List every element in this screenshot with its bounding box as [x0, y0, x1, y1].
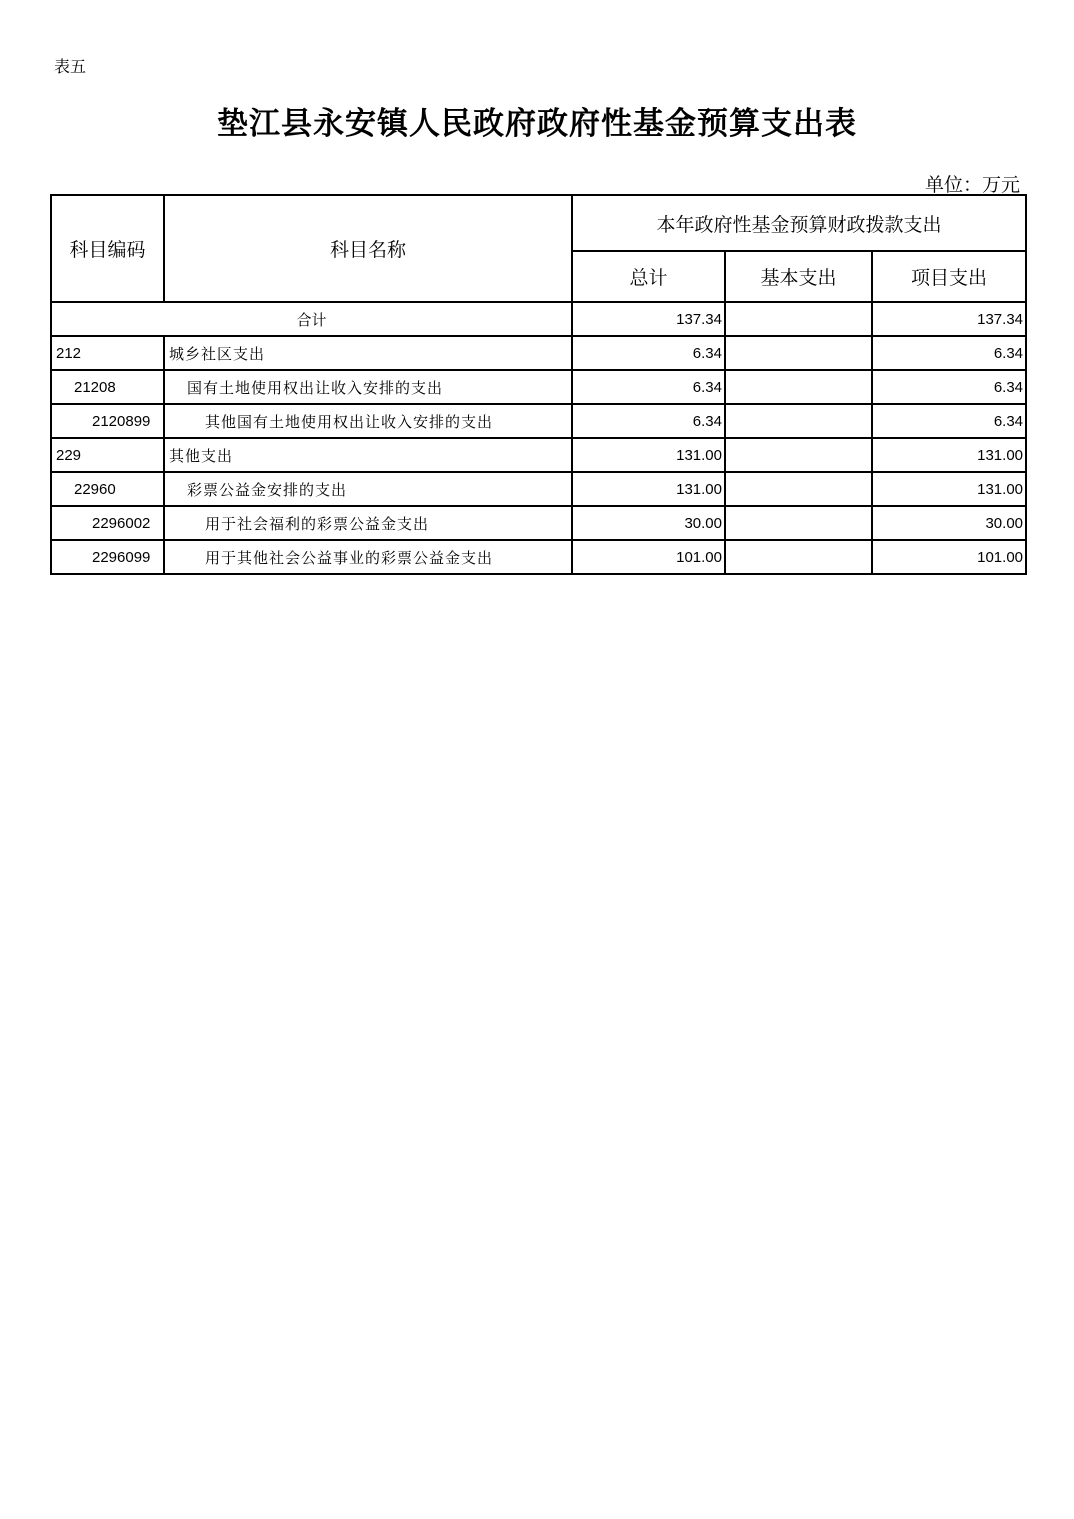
- total-cell: 131.00: [572, 438, 725, 472]
- total-cell: 101.00: [572, 540, 725, 574]
- table-row: [51, 370, 1026, 404]
- name-cell: 彩票公益金安排的支出: [164, 472, 572, 506]
- total-cell: 137.34: [572, 302, 725, 336]
- name-cell: 其他支出: [164, 438, 572, 472]
- basic-cell: [725, 302, 872, 336]
- total-row: [51, 302, 1026, 336]
- table-row: [51, 506, 1026, 540]
- table-row: [51, 472, 1026, 506]
- basic-cell: [725, 540, 872, 574]
- budget-expenditure-table: [50, 194, 1027, 575]
- project-cell: 6.34: [872, 404, 1026, 438]
- total-cell: 6.34: [572, 404, 725, 438]
- basic-cell: [725, 506, 872, 540]
- table-number-label: 表五: [54, 57, 87, 76]
- project-cell: 137.34: [872, 302, 1026, 336]
- total-cell: 6.34: [572, 370, 725, 404]
- project-cell: 6.34: [872, 336, 1026, 370]
- name-cell: 其他国有土地使用权出让收入安排的支出: [164, 404, 572, 438]
- code-cell: 22960: [51, 472, 164, 506]
- column-header-name: 科目名称: [164, 195, 572, 302]
- table-row: [51, 404, 1026, 438]
- column-header-basic: 基本支出: [725, 251, 872, 302]
- code-cell: 2296099: [51, 540, 164, 574]
- name-cell: 用于其他社会公益事业的彩票公益金支出: [164, 540, 572, 574]
- code-cell: 2296002: [51, 506, 164, 540]
- basic-cell: [725, 472, 872, 506]
- code-cell: 2120899: [51, 404, 164, 438]
- project-cell: 6.34: [872, 370, 1026, 404]
- name-cell: 国有土地使用权出让收入安排的支出: [164, 370, 572, 404]
- table-row: [51, 540, 1026, 574]
- name-cell: 城乡社区支出: [164, 336, 572, 370]
- code-cell: 229: [51, 438, 164, 472]
- project-cell: 30.00: [872, 506, 1026, 540]
- basic-cell: [725, 438, 872, 472]
- total-cell: 131.00: [572, 472, 725, 506]
- project-cell: 131.00: [872, 472, 1026, 506]
- basic-cell: [725, 370, 872, 404]
- column-header-group: 本年政府性基金预算财政拨款支出: [572, 195, 1026, 251]
- code-cell: 21208: [51, 370, 164, 404]
- total-cell: 30.00: [572, 506, 725, 540]
- page-title: 垫江县永安镇人民政府政府性基金预算支出表: [217, 106, 857, 142]
- code-cell: 212: [51, 336, 164, 370]
- column-header-total: 总计: [572, 251, 725, 302]
- project-cell: 101.00: [872, 540, 1026, 574]
- project-cell: 131.00: [872, 438, 1026, 472]
- column-header-project: 项目支出: [872, 251, 1026, 302]
- table-row: [51, 438, 1026, 472]
- basic-cell: [725, 336, 872, 370]
- name-cell: 用于社会福利的彩票公益金支出: [164, 506, 572, 540]
- basic-cell: [725, 404, 872, 438]
- unit-label: 单位：万元: [924, 174, 1020, 196]
- total-label: 合计: [51, 302, 572, 336]
- column-header-code: 科目编码: [51, 195, 164, 302]
- total-cell: 6.34: [572, 336, 725, 370]
- table-row: [51, 336, 1026, 370]
